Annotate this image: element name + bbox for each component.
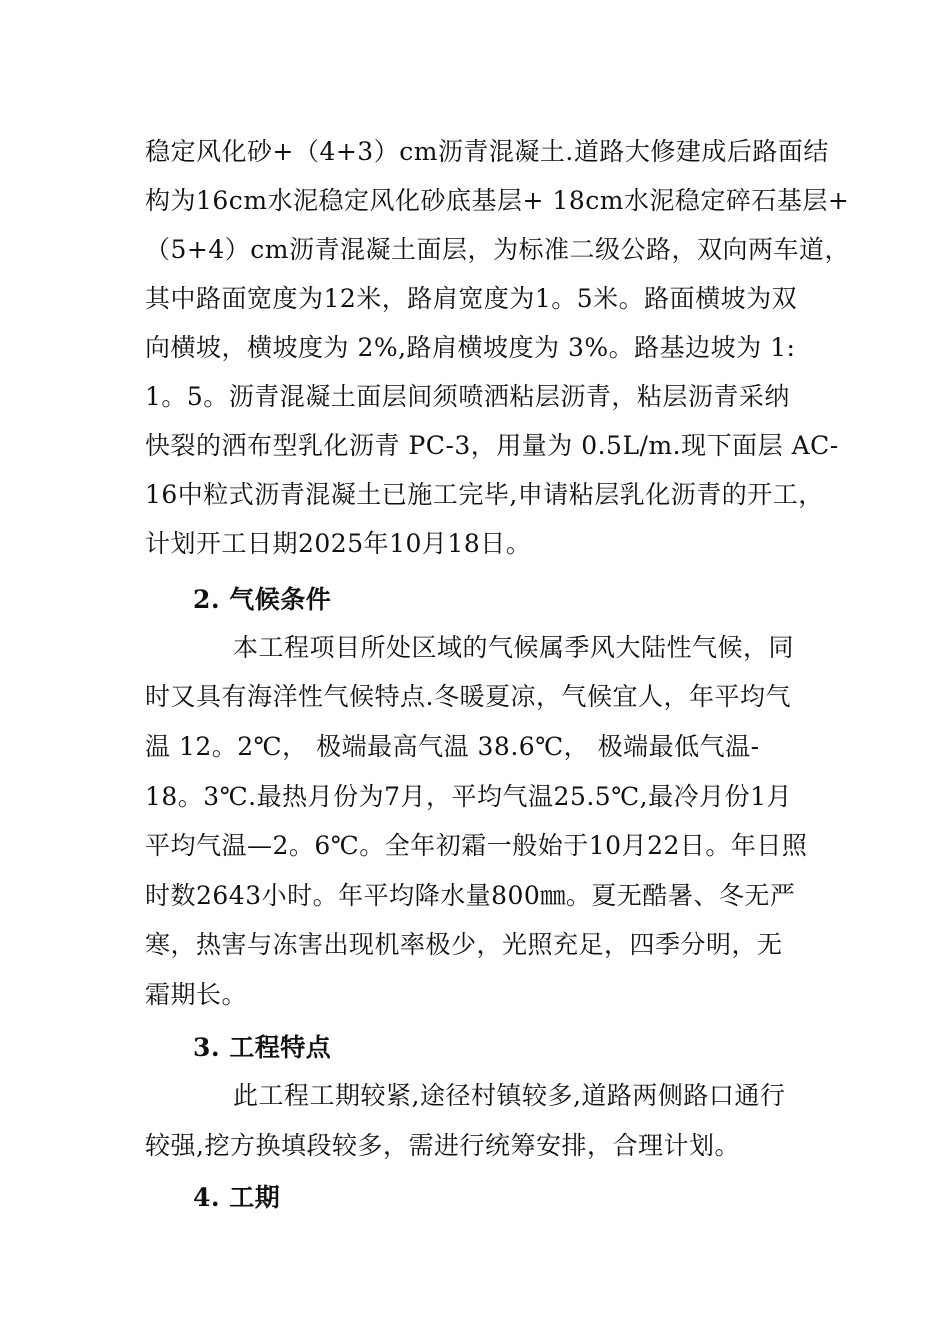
paragraph-line: 平均气温—2。6℃。全年初霜一般始于10月22日。年日照 [145, 831, 808, 860]
paragraph-line: 向横坡，横坡度为 2%,路肩横坡度为 3%。路基边坡为 1: [145, 333, 796, 362]
paragraph-line: 时数2643小时。年平均降水量800㎜。夏无酷暑、冬无严 [145, 881, 796, 910]
paragraph-line: 霜期长。 [145, 980, 248, 1009]
paragraph-line: 计划开工日期2025年10月18日。 [145, 529, 532, 558]
paragraph-line: 快裂的洒布型乳化沥青 PC-3，用量为 0.5L/m.现下面层 AC- [145, 431, 839, 460]
paragraph-line: 其中路面宽度为12米，路肩宽度为1。5米。路面横坡为双 [145, 284, 798, 313]
paragraph-line: 时又具有海洋性气候特点.冬暖夏凉，气候宜人，年平均气 [145, 682, 791, 711]
paragraph-line: 稳定风化砂+（4+3）cm沥青混凝土.道路大修建成后路面结 [145, 137, 829, 166]
paragraph-line: 寒，热害与冻害出现机率极少，光照充足，四季分明，无 [145, 930, 783, 959]
paragraph-line: （5+4）cm沥青混凝土面层，为标准二级公路，双向两车道， [145, 235, 850, 264]
paragraph-line: 1。5。沥青混凝土面层间须喷洒粘层沥青，粘层沥青采纳 [145, 382, 790, 411]
paragraph-line: 18。3℃.最热月份为7月，平均气温25.5℃,最冷月份1月 [145, 782, 793, 811]
paragraph-line: 较强,挖方换填段较多，需进行统筹安排，合理计划。 [145, 1131, 740, 1160]
paragraph-line: 温 12。2℃， 极端最高气温 38.6℃， 极端最低气温- [145, 732, 760, 761]
section-heading-features: 3. 工程特点 [193, 1033, 332, 1062]
paragraph-line: 此工程工期较紧,途径村镇较多,道路两侧路口通行 [233, 1081, 786, 1110]
paragraph-line: 构为16cm水泥稳定风化砂底基层+ 18cm水泥稳定碎石基层+ [145, 186, 850, 215]
paragraph-line: 本工程项目所处区域的气候属季风大陆性气候，同 [233, 633, 795, 662]
section-heading-climate: 2. 气候条件 [193, 585, 332, 614]
section-heading-schedule: 4. 工期 [193, 1183, 281, 1212]
paragraph-line: 16中粒式沥青混凝土已施工完毕,申请粘层乳化沥青的开工， [145, 480, 824, 509]
